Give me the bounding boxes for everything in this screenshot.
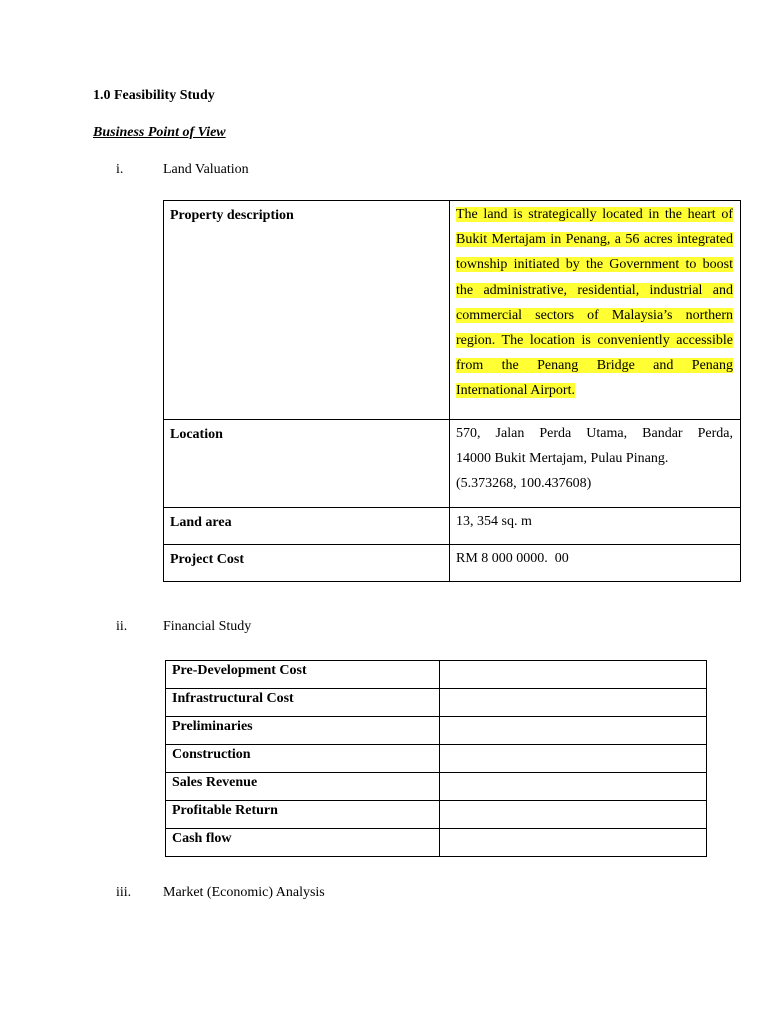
location-line: 14000 Bukit Mertajam, Pulau Pinang. xyxy=(456,451,669,467)
table-row xyxy=(164,545,741,582)
row-label-profitable-return: Profitable Return xyxy=(166,801,440,829)
section-number: i. xyxy=(116,162,124,177)
section-title-market-analysis: Market (Economic) Analysis xyxy=(163,885,325,900)
table-row xyxy=(164,420,741,508)
row-label-location: Location xyxy=(164,420,450,508)
row-value-project-cost: RM 8 000 0000. 00 xyxy=(450,545,741,582)
table-row xyxy=(166,745,707,773)
table-row xyxy=(166,829,707,857)
table-row xyxy=(164,201,741,420)
row-value-cell xyxy=(440,801,707,829)
land-valuation-table xyxy=(163,200,741,582)
row-value-cell xyxy=(440,745,707,773)
section-number: ii. xyxy=(116,619,128,634)
row-value-cell xyxy=(440,773,707,801)
section-title-land-valuation: Land Valuation xyxy=(163,162,249,177)
row-value-land-area: 13, 354 sq. m xyxy=(450,508,741,545)
financial-study-table xyxy=(165,660,707,857)
location-line: (5.373268, 100.437608) xyxy=(456,476,592,492)
row-value-location xyxy=(450,420,741,508)
table-row xyxy=(166,717,707,745)
row-label-pre-development-cost: Pre-Development Cost xyxy=(166,661,440,689)
row-label-sales-revenue: Sales Revenue xyxy=(166,773,440,801)
row-value-property-description xyxy=(450,201,741,420)
table-row xyxy=(164,508,741,545)
row-label-project-cost: Project Cost xyxy=(164,545,450,582)
row-value-cell xyxy=(440,829,707,857)
table-row xyxy=(166,661,707,689)
row-value-cell xyxy=(440,661,707,689)
row-value-cell xyxy=(440,689,707,717)
row-label-land-area: Land area xyxy=(164,508,450,545)
row-label-infrastructural-cost: Infrastructural Cost xyxy=(166,689,440,717)
row-value-cell xyxy=(440,717,707,745)
location-line: 570, Jalan Perda Utama, Bandar Perda, xyxy=(456,426,733,441)
document-heading: 1.0 Feasibility Study xyxy=(93,88,215,103)
section-number: iii. xyxy=(116,885,132,900)
table-row xyxy=(166,801,707,829)
row-label-property-description: Property description xyxy=(164,201,450,420)
table-row xyxy=(166,773,707,801)
row-label-preliminaries: Preliminaries xyxy=(166,717,440,745)
document-subheading: Business Point of View xyxy=(93,125,226,140)
highlighted-text: The land is strategically located in the heart of Bukit Mertajam in Penang, a 56 acres integrated township initiated by the Government to boost the administrative, residential, industrial and commercial sectors of Malaysia’s northern region. The location is conveniently accessible from the Penang Bridge and Penang International Airport. xyxy=(456,207,733,399)
section-title-financial-study: Financial Study xyxy=(163,619,252,634)
table-row xyxy=(166,689,707,717)
row-label-construction: Construction xyxy=(166,745,440,773)
row-label-cash-flow: Cash flow xyxy=(166,829,440,857)
